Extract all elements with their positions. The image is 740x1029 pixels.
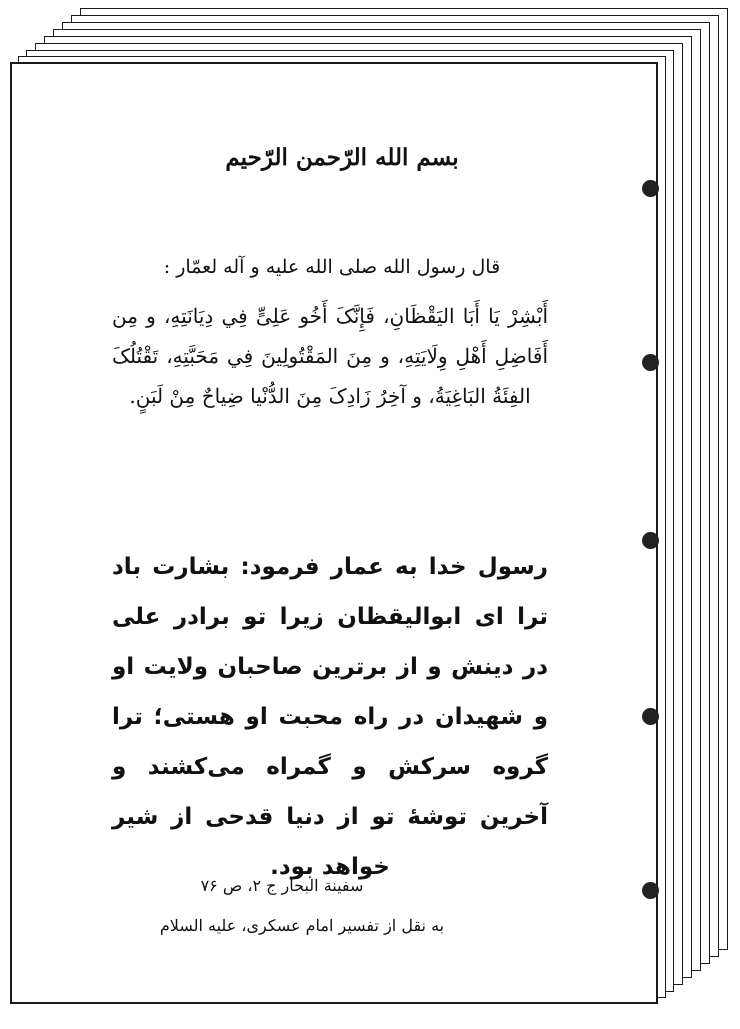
binder-hole-icon (642, 180, 659, 197)
persian-translation: رسول خدا به عمار فرمود: بشارت باد ترا ای ابوالیقظان زیرا تو برادر علی در دینش و از برترین صاحبان ولایت او و شهیدان در راه محبت او هستی؛ ترا گروه سرکش و گمراه می‌کشند و آخرین توشهٔ تو از دنیا قدحی از شیر خواهد بود. (112, 554, 548, 880)
front-page (10, 62, 658, 1004)
page-content (12, 64, 656, 1002)
binder-hole-icon (642, 708, 659, 725)
page-title: بسم الله الرّحمن الرّحیم (225, 144, 459, 171)
source-note: به نقل از تفسیر امام عسکری، علیه السلام (159, 916, 445, 935)
binder-hole-icon (642, 532, 659, 549)
arabic-hadith: أَبْشِرْ یَا أَبَا الیَقْظَانِ، فَإِنَّکَ أَخُو عَلِیٍّ فِي دِیَانَتِهِ، و مِن أَفَاضِلِ أَهْلِ وِلَایَتِهِ، و مِنَ المَقْتُولِینَ فِي مَحَبَّتِهِ، تَقْتُلُکَ الفِئَةُ البَاغِیَةُ، و آخِرُ زَادِکَ مِنَ الدُّنْیا ضِیاحٌ مِنْ لَبَنٍ. (112, 304, 548, 408)
hadith-intro: قال رسول الله صلی الله علیه و آله لعمّار : (163, 256, 501, 278)
binder-hole-icon (642, 882, 659, 899)
source-reference: سفینة البحار ج ۲، ص ۷۶ (200, 876, 364, 895)
binder-hole-icon (642, 354, 659, 371)
